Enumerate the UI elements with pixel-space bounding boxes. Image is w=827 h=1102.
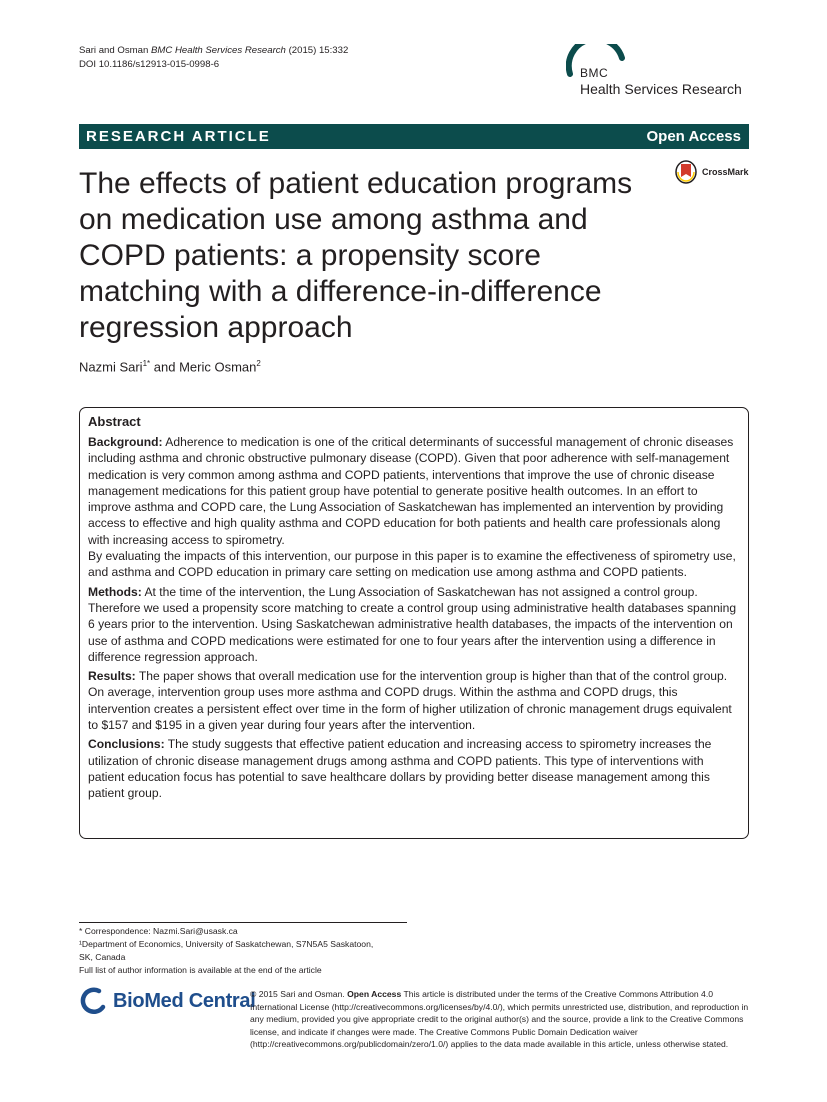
bmc-journal-logo <box>566 44 756 106</box>
biomed-word: BioMed <box>113 989 184 1012</box>
license-text: This article is distributed under the terms of the Creative Commons Attribution 4.0 International License (http://creativecommons.org/licenses/by/4.0/), which permits unrestricted use, distribution, and reproduction in any medium, provided you give appropriate credit to the original author(s) and the source, provide a link to the Creative Commons license, and indicate if changes were made. The Creative Commons Public Domain Dedication waiver (http://creativecommons.org/publicdomain/zero/1.0/) applies to the data made available in this article, unless otherwise stated. <box>250 989 749 1050</box>
biomed-central-logo <box>79 987 256 1015</box>
full-list-note: Full list of author information is available at the end of the article <box>79 965 322 975</box>
methods-label: Methods: <box>88 584 142 599</box>
conclusions-text: The study suggests that effective patient education and increasing access to spirometry increases the utilization of chronic disease management drugs among asthma and COPD patients. This type of interventions with patient education focus has potential to save healthcare dollars by providing better disease management among this patient group. <box>88 737 712 801</box>
abstract-background <box>88 434 740 581</box>
citation-line <box>79 44 348 58</box>
article-type-banner <box>79 124 749 149</box>
crossmark-icon <box>675 160 697 184</box>
license-statement <box>250 988 750 1051</box>
license-copyright: © 2015 Sari and Osman. <box>250 989 345 999</box>
correspondence-note[interactable]: * Correspondence: Nazmi.Sari@usask.ca <box>79 926 238 936</box>
background-text: Adherence to medication is one of the critical determinants of successful management of chronic diseases including asthma and chronic obstructive pulmonary disease (COPD). Given that poor adherence with self-management medication is very common among asthma and COPD patients, interventions that improve the use of chronic disease management medications for this patient group have potential to generate positive health outcomes. In an effort to improve asthma and COPD care, the Lung Association of Saskatchewan has implemented an intervention by providing access to effective and high quality asthma and COPD education for both patients and health care professionals along with increasing access to spirometry. <box>88 435 734 547</box>
abstract-heading: Abstract <box>88 414 141 429</box>
article-type-label: RESEARCH ARTICLE <box>86 128 271 145</box>
affiliation-note-line1: ¹Department of Economics, University of Saskatchewan, S7N5A5 Saskatoon, <box>79 939 374 949</box>
author-name[interactable]: Meric Osman <box>179 359 257 375</box>
footnotes <box>79 925 373 977</box>
abstract-methods <box>88 584 740 665</box>
author-conjunction: and <box>153 359 176 375</box>
footnote-divider <box>79 922 407 923</box>
background-label: Background: <box>88 435 163 449</box>
central-word: Central <box>188 989 256 1012</box>
abstract-results <box>88 668 740 733</box>
results-text: The paper shows that overall medication use for the intervention group is higher than that of the control group. On average, intervention group uses more asthma and COPD drugs. Within the asthma and COPD drugs, this intervention creates a persistent effect over time in the form of higher utilization of chronic management drugs equivalent to $157 and $195 in a given year during four years after the intervention. <box>88 669 732 733</box>
citation-doi: DOI 10.1186/s12913-015-0998-6 <box>79 59 220 70</box>
author-list <box>79 359 261 374</box>
crossmark-label: CrossMark <box>702 167 749 177</box>
affiliation-note-line2: SK, Canada <box>79 952 126 962</box>
results-label: Results: <box>88 669 136 684</box>
citation-authors: Sari and Osman <box>79 45 149 56</box>
crossmark-badge[interactable] <box>675 160 749 184</box>
methods-text: At the time of the intervention, the Lung Association of Saskatchewan has not assigned a control group. Therefore we used a propensity score matching to create a control group using administrative health databases spanning 6 years prior to the intervention. Using Saskatchewan administrative health databases, the impacts of the intervention on use of asthma and COPD medications were estimated for one to four years after the intervention using a difference in difference regression approach. <box>88 584 737 664</box>
background-text-2: By evaluating the impacts of this intervention, our purpose in this paper is to examine the effectiveness of spirometry use, and asthma and COPD education in primary care setting on medication use among asthma and COPD patients. <box>88 549 736 580</box>
author-affiliation: 1* <box>142 359 151 368</box>
bmc-logo-journal: Health Services Research <box>580 81 742 97</box>
abstract-conclusions <box>88 736 740 801</box>
bmc-logo-name: BMC <box>580 66 609 80</box>
citation-journal: BMC Health Services Research <box>151 45 286 56</box>
open-access-label: Open Access <box>646 128 741 145</box>
license-open-access: Open Access <box>347 989 402 999</box>
citation-header <box>79 44 348 72</box>
biomed-central-wordmark <box>113 990 256 1013</box>
citation-year-volume: (2015) 15:332 <box>288 45 349 56</box>
paper-title: The effects of patient education programs on medication use among asthma and COPD patients: a propensity score matching with a difference-in-difference regression approach <box>79 167 633 344</box>
conclusions-label: Conclusions: <box>88 737 165 752</box>
biomed-central-icon <box>79 987 107 1015</box>
abstract-box <box>79 407 749 839</box>
author-affiliation: 2 <box>256 359 261 368</box>
author-name[interactable]: Nazmi Sari <box>79 359 143 375</box>
